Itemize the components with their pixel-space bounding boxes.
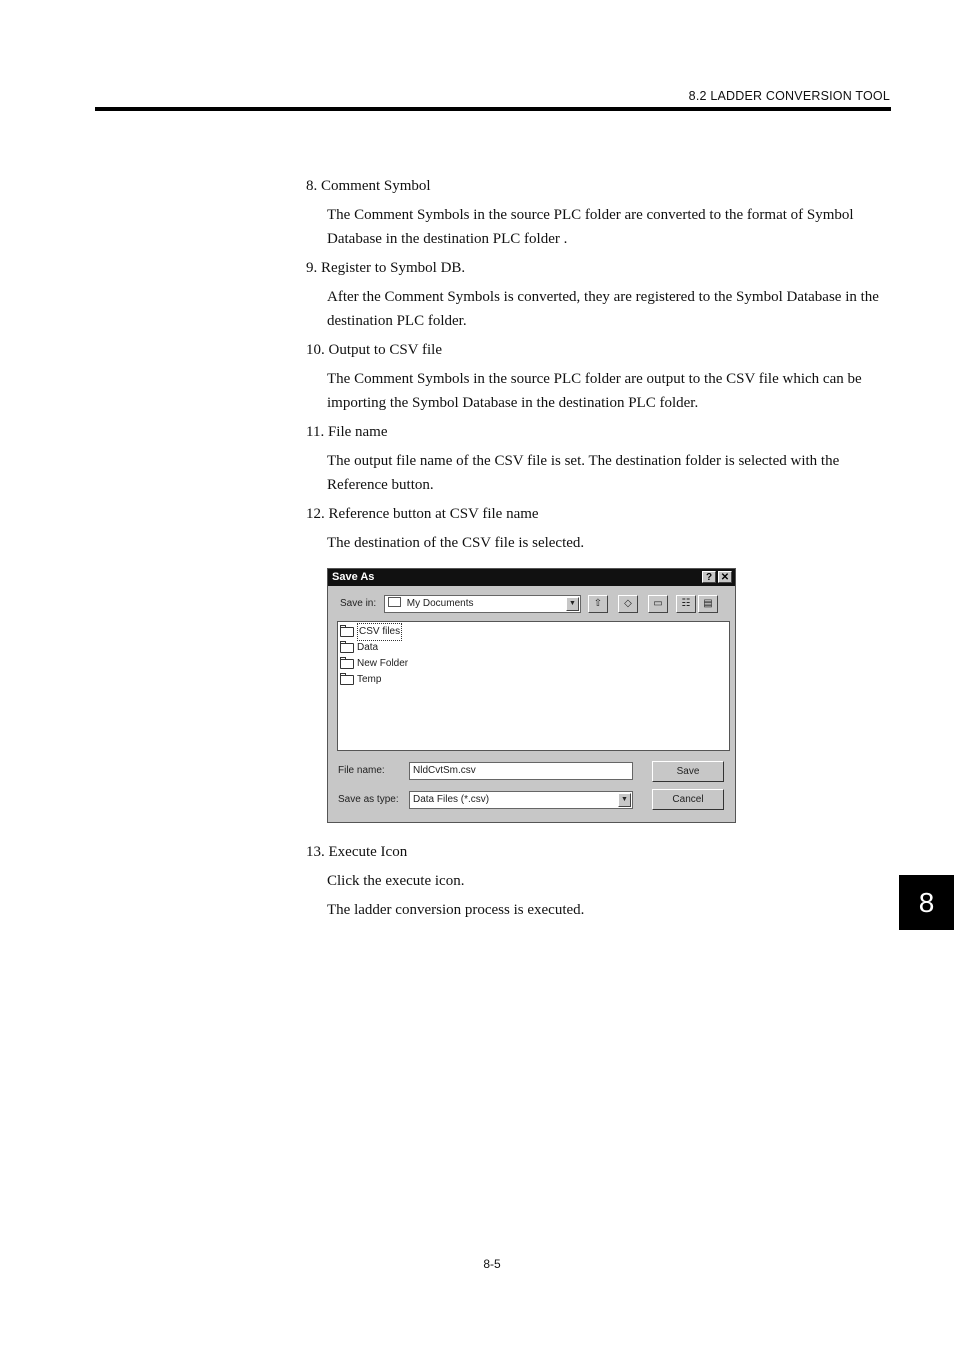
item-title: 13. Execute Icon [306,844,408,860]
list-item[interactable] [340,656,729,672]
desktop-button[interactable] [618,595,638,613]
item-body: The destination of the CSV file is selected. [327,535,585,551]
list-item [306,840,891,922]
folder-name: CSV files [357,623,402,641]
desktop-icon: ◇ [624,598,632,609]
list-item [306,502,891,555]
list-item[interactable] [340,624,729,640]
folder-icon [340,627,354,637]
save-type-label: Save as type: [338,794,399,805]
item-body: The Comment Symbols in the source PLC folder are output to the CSV file which can be importing the Symbol Database in the destination PLC folder. [327,371,862,411]
save-in-combo[interactable] [384,595,581,613]
page-number: 8-5 [483,1257,501,1271]
details-view-icon: ▤ [703,598,713,609]
list-item [306,420,891,497]
folder-icon [388,597,401,607]
item-title: 11. File name [306,424,388,440]
content [306,174,891,560]
chevron-down-icon[interactable]: ▼ [566,597,579,611]
new-folder-icon: ▭ [653,598,663,609]
chapter-tab: 8 [899,875,954,930]
list-item[interactable] [340,672,729,688]
up-folder-icon: ⇧ [593,598,603,609]
help-button[interactable]: ? [702,571,716,583]
folder-name: Temp [357,674,382,685]
save-in-value: My Documents [406,598,474,609]
item-title: 9. Register to Symbol DB. [306,260,466,276]
running-header: 8.2 LADDER CONVERSION TOOL [688,89,890,103]
dialog-title: Save As [332,571,375,583]
item-title: 12. Reference button at CSV file name [306,506,539,522]
list-item[interactable] [340,640,729,656]
save-in-label: Save in: [340,598,377,609]
file-list[interactable] [337,621,730,751]
dialog-titlebar [328,569,735,586]
save-type-combo[interactable] [409,791,633,809]
item-title: 8. Comment Symbol [306,178,431,194]
save-button[interactable]: Save [652,761,724,782]
item-body: The Comment Symbols in the source PLC folder are converted to the format of Symbol Database in the destination PLC folder . [327,207,854,247]
folder-icon [340,643,354,653]
list-item [306,174,891,251]
item-body: After the Comment Symbols is converted, they are registered to the Symbol Database in the destination PLC folder. [327,289,879,329]
folder-icon [340,675,354,685]
list-item [306,256,891,333]
save-as-dialog [327,568,736,823]
close-button[interactable]: ✕ [718,571,732,583]
folder-icon [340,659,354,669]
list-view-icon: ☷ [681,598,691,609]
up-one-level-button[interactable] [588,595,608,613]
content-after-dialog [306,840,891,927]
folder-name: Data [357,642,379,653]
cancel-button[interactable]: Cancel [652,789,724,810]
folder-name: New Folder [357,658,409,669]
list-item [306,338,891,415]
file-name-label: File name: [338,765,385,776]
new-folder-button[interactable] [648,595,668,613]
save-type-value: Data Files (*.csv) [413,794,490,805]
item-body: The ladder conversion process is executed. [327,902,585,918]
list-view-button[interactable] [676,595,696,613]
header-rule [95,107,891,111]
item-title: 10. Output to CSV file [306,342,442,358]
file-name-input[interactable]: NldCvtSm.csv [409,762,633,780]
chevron-down-icon[interactable]: ▼ [618,793,631,807]
details-view-button[interactable] [698,595,718,613]
item-body: The output file name of the CSV file is set. The destination folder is selected with the Reference button. [327,453,840,493]
item-body: Click the execute icon. [327,873,465,889]
